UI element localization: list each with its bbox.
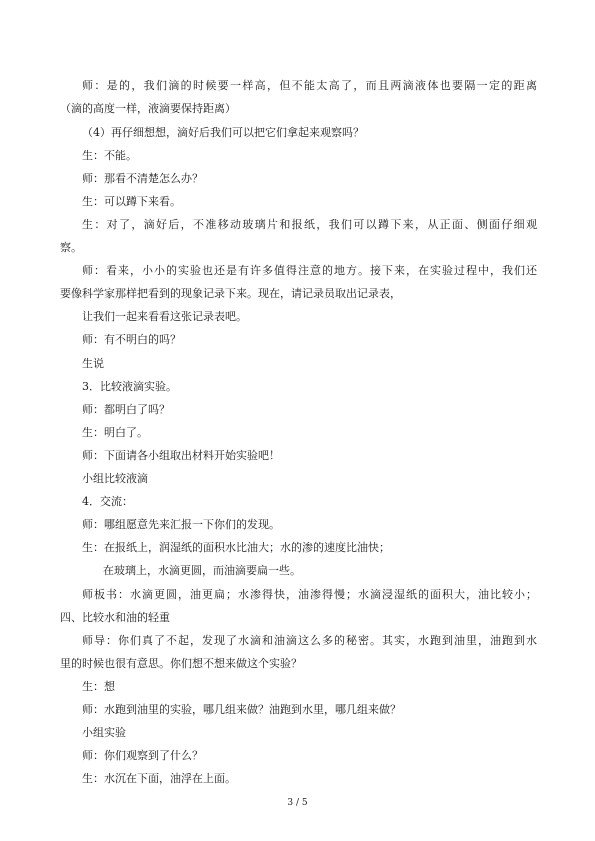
paragraph-line: 生：想 (82, 680, 115, 693)
paragraph-line: 师：是的，我们滴的时候要一样高，但不能太高了，而且两滴液体也要隔一定的距离 (82, 79, 537, 92)
paragraph-line: 师：你们观察到了什么？ (82, 749, 203, 762)
section-heading: 4．交流： (82, 495, 133, 508)
section-heading: 3．比较液滴实验。 (82, 380, 177, 393)
paragraph-line: 师：水跑到油里的实验，哪几组来做？油跑到水里，哪几组来做？ (82, 703, 401, 716)
paragraph-line: 生：明白了。 (82, 426, 148, 439)
paragraph-line: 师导：你们真了不起，发现了水滴和油滴这么多的秘密。其实，水跑到油里，油跑到水 (82, 634, 537, 647)
paragraph-line: 生：可以蹲下来看。 (82, 195, 181, 208)
paragraph-line: 在玻璃上，水滴更圆，而油滴要扁一些。 (103, 564, 301, 577)
paragraph-line: 小组实验 (82, 726, 126, 739)
paragraph-line: 生说 (82, 357, 104, 370)
paragraph-line: 生：不能。 (82, 149, 137, 162)
paragraph-line: （滴的高度一样，液滴要保持距离） (60, 102, 236, 115)
paragraph-line: 师：哪组愿意先来汇报一下你们的发现。 (82, 518, 280, 531)
paragraph-line: （4）再仔细想想，滴好后我们可以把它们拿起来观察吗？ (82, 126, 364, 139)
paragraph-line: 生：水沉在下面，油浮在上面。 (82, 772, 236, 785)
page-number: 3 / 5 (287, 798, 308, 808)
section-heading: 四、比较水和油的轻重 (60, 611, 170, 624)
paragraph-line: 让我们一起来看看这张记录表吧。 (82, 310, 247, 323)
paragraph-line: 师：下面请各小组取出材料开始实验吧！ (82, 449, 280, 462)
paragraph-line: 师：看来，小小的实验也还是有许多值得注意的地方。接下来，在实验过程中，我们还 (82, 264, 537, 277)
paragraph-line: 生：在报纸上，润湿纸的面积水比油大；水的渗的速度比油快； (82, 541, 390, 554)
paragraph-line: 察。 (60, 241, 82, 254)
paragraph-line: 生：对了，滴好后，不准移动玻璃片和报纸，我们可以蹲下来，从正面、侧面仔细观 (82, 218, 537, 231)
paragraph-line: 里的时候也很有意思。你们想不想来做这个实验？ (60, 657, 302, 670)
paragraph-line: 师板书：水滴更圆，油更扁；水渗得快，油渗得慢；水滴浸湿纸的面积大，油比较小； (82, 588, 537, 601)
paragraph-line: 师：都明白了吗？ (82, 403, 170, 416)
paragraph-line: 师：有不明白的吗？ (82, 333, 181, 346)
paragraph-line: 小组比较液滴 (82, 472, 148, 485)
paragraph-line: 要像科学家那样把看到的现象记录下来。现在，请记录员取出记录表， (60, 287, 401, 300)
paragraph-line: 师：那看不清楚怎么办？ (82, 172, 203, 185)
